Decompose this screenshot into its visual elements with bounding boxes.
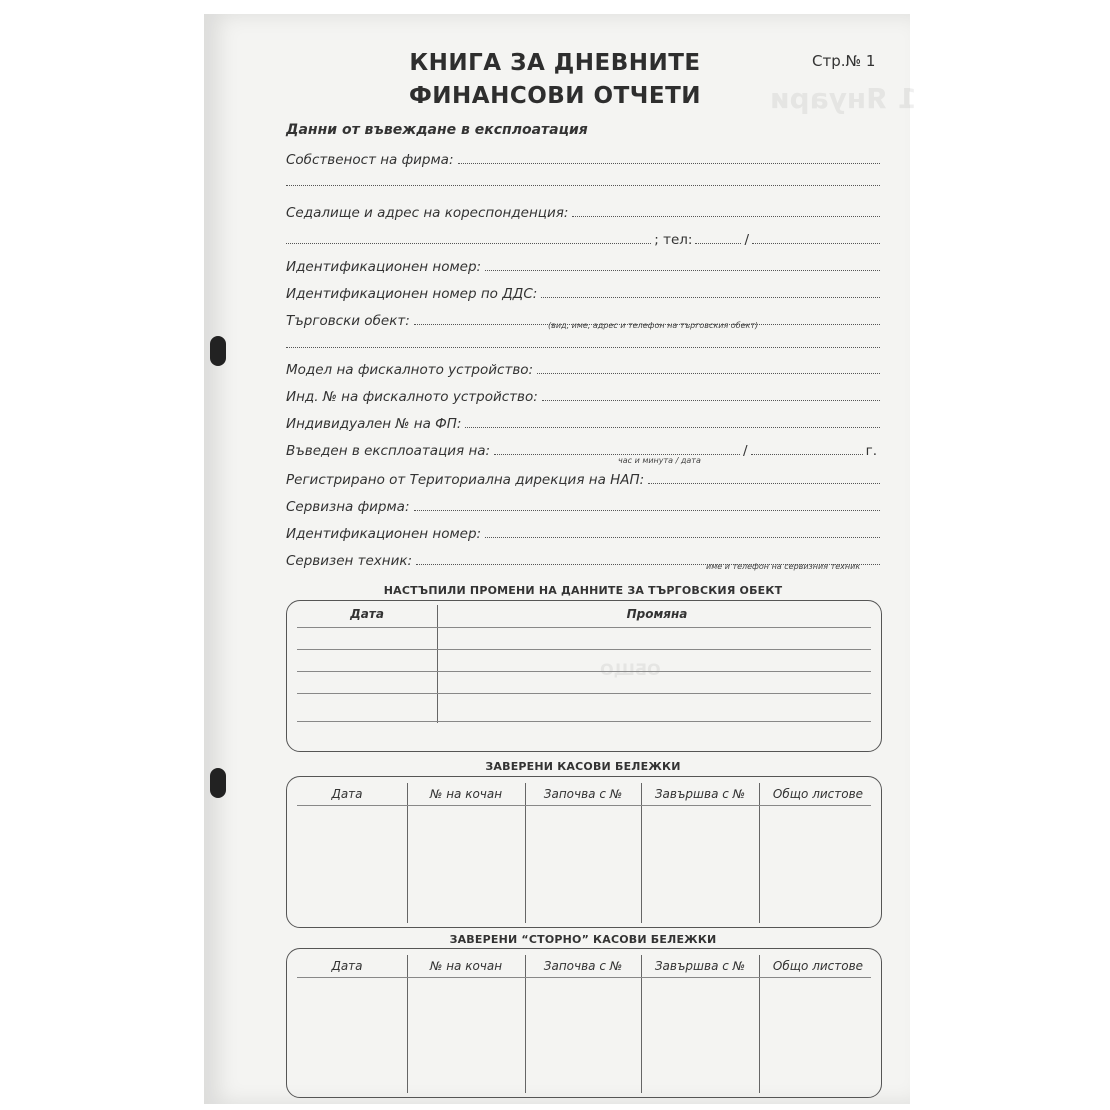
commissioned-suffix: г.	[865, 443, 877, 459]
field-device-serial[interactable]	[286, 385, 880, 405]
field-seat-address[interactable]	[286, 201, 880, 221]
field-ownership[interactable]	[286, 148, 880, 168]
field-service-company[interactable]	[286, 495, 880, 515]
phone-separator: /	[744, 232, 749, 248]
column-header-end-number: Завършва с №	[654, 787, 746, 801]
field-label: Индивидуален № на ФП:	[286, 416, 462, 432]
column-header-date: Дата	[331, 959, 363, 973]
field-device-model[interactable]	[286, 358, 880, 378]
storno-section-title: ЗАВЕРЕНИ “СТОРНО” КАСОВИ БЕЛЕЖКИ	[449, 933, 717, 946]
field-label: Модел на фискалното устройство:	[286, 362, 534, 378]
field-phone-line[interactable]	[286, 228, 880, 248]
field-fp-number[interactable]	[286, 412, 880, 432]
binding-hole-top	[210, 336, 226, 366]
column-header-date: Дата	[350, 607, 384, 621]
trade-object-note: (вид, име, адрес и телефон на търговския обект)	[548, 321, 759, 330]
changes-section-title: НАСТЪПИЛИ ПРОМЕНИ НА ДАННИТЕ ЗА ТЪРГОВСКИЯ ОБЕКТ	[383, 584, 783, 597]
field-label: Инд. № на фискалното устройство:	[286, 389, 538, 405]
service-tech-note: име и телефон на сервизния техник	[706, 562, 861, 571]
bleed-through-mark: ОБЩО	[600, 660, 661, 679]
fill-line[interactable]	[286, 346, 880, 348]
field-label: Идентификационен номер:	[286, 259, 482, 275]
page-number: Стр.№ 1	[812, 52, 876, 70]
field-label: Собственост на фирма:	[286, 152, 454, 168]
field-label: Идентификационен номер по ДДС:	[286, 286, 538, 302]
field-label: Сервизен техник:	[286, 553, 413, 569]
field-label: Търговски обект:	[286, 313, 410, 329]
bleed-through-mark: 1 Януари	[770, 82, 917, 115]
field-label: Сервизна фирма:	[286, 499, 410, 515]
form-title-line-2: ФИНАНСОВИ ОТЧЕТИ	[408, 83, 702, 109]
column-header-end-number: Завършва с №	[654, 959, 746, 973]
field-label: Идентификационен номер:	[286, 526, 482, 542]
column-header-total-sheets: Общо листове	[772, 787, 864, 801]
receipts-section-title: ЗАВЕРЕНИ КАСОВИ БЕЛЕЖКИ	[485, 760, 681, 773]
field-label: Регистрирано от Териториална дирекция на НАП:	[286, 472, 645, 488]
column-header-pad-number: № на кочан	[429, 959, 503, 973]
subheading: Данни от въвеждане в експлоатация	[286, 122, 588, 138]
column-header-date: Дата	[331, 787, 363, 801]
column-header-start-number: Започва с №	[543, 787, 623, 801]
changes-table	[286, 600, 882, 752]
field-id-number[interactable]	[286, 255, 880, 275]
field-commissioned[interactable]	[286, 439, 880, 459]
column-header-pad-number: № на кочан	[429, 787, 503, 801]
phone-label: ; тел:	[654, 232, 693, 248]
column-header-change: Промяна	[626, 607, 688, 621]
field-service-id[interactable]	[286, 522, 880, 542]
field-vat-id[interactable]	[286, 282, 880, 302]
commissioned-separator: /	[743, 443, 748, 459]
column-header-total-sheets: Общо листове	[772, 959, 864, 973]
binding-hole-bottom	[210, 768, 226, 798]
column-header-start-number: Започва с №	[543, 959, 623, 973]
receipts-table	[286, 776, 882, 928]
field-registered[interactable]	[286, 468, 880, 488]
storno-table	[286, 948, 882, 1098]
field-label: Седалище и адрес на кореспонденция:	[286, 205, 569, 221]
fill-line[interactable]	[286, 184, 880, 186]
field-label: Въведен в експлоатация на:	[286, 443, 491, 459]
form-title-line-1: КНИГА ЗА ДНЕВНИТЕ	[409, 50, 701, 76]
commissioned-note: час и минута / дата	[618, 456, 701, 465]
